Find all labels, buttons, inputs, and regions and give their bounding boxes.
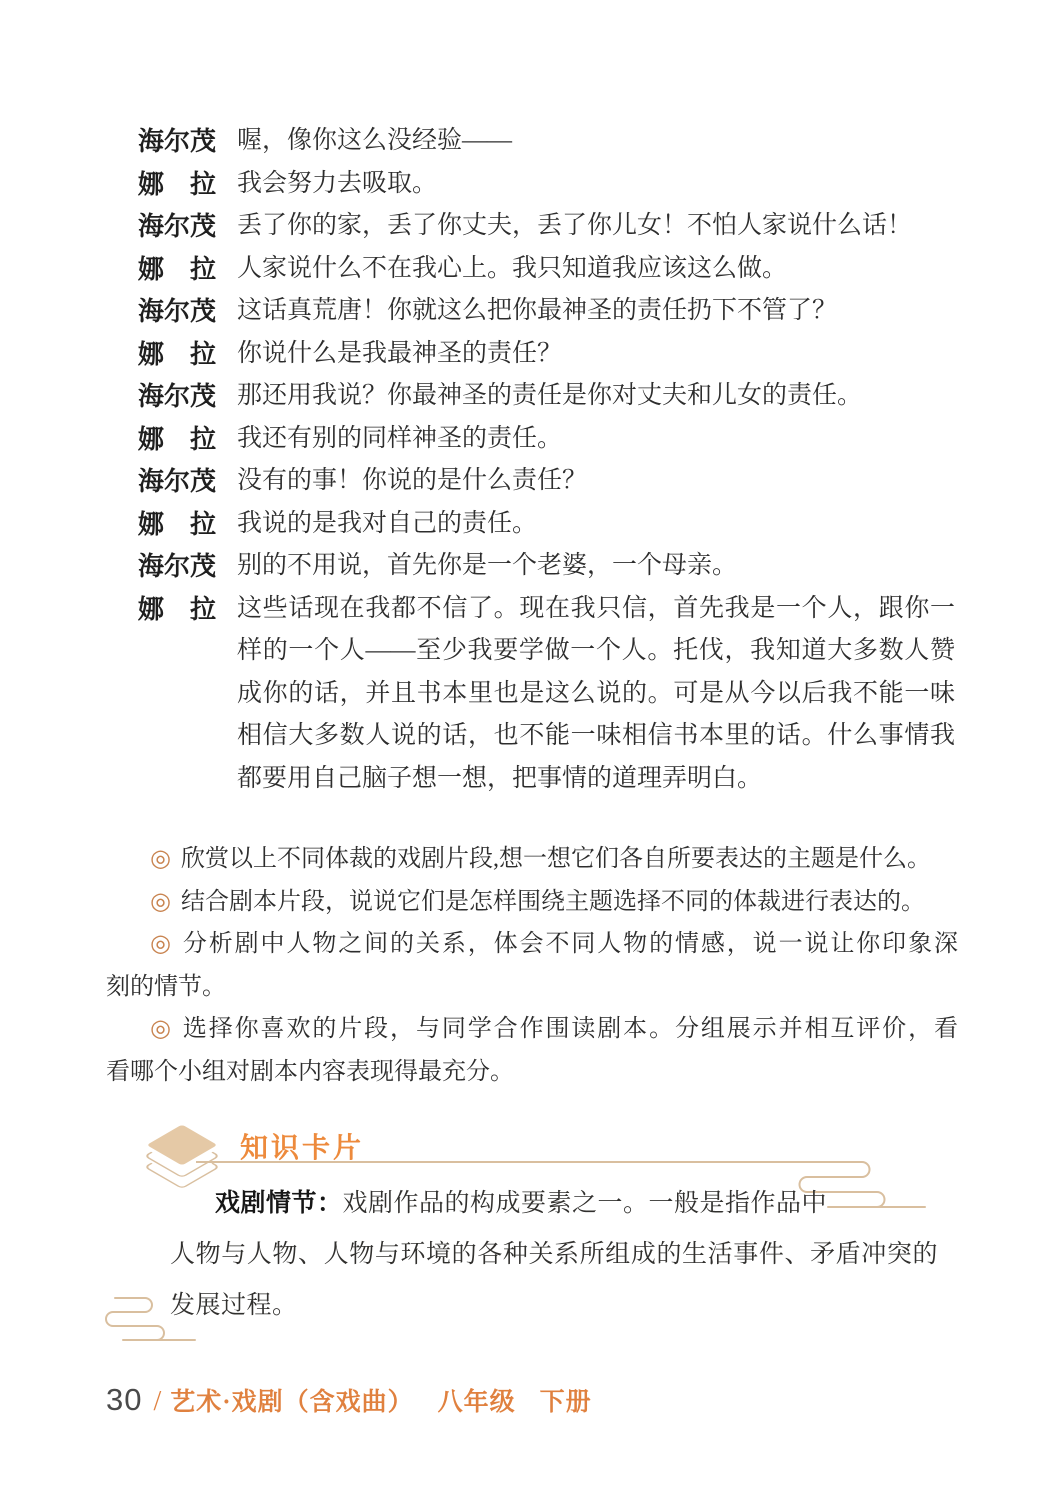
- dialogue-row: [138, 460, 958, 503]
- dialogue-row: [138, 503, 958, 546]
- speaker-name: 海尔茂: [138, 126, 217, 156]
- dialogue-row: [138, 588, 958, 801]
- speech-line: 那还用我说？你最神圣的责任是你对丈夫和儿女的责任。: [237, 382, 863, 409]
- speech-line: 这话真荒唐！你就这么把你最神圣的责任扔下不管了？: [237, 297, 838, 324]
- dialogue-row: [138, 290, 958, 333]
- speech-line: 没有的事！你说的是什么责任？: [237, 467, 588, 494]
- speech-lines: [237, 545, 955, 588]
- speech-line: 我说的是我对自己的责任。: [237, 509, 538, 537]
- speaker-name: 娜 拉: [138, 168, 217, 199]
- speech-line: 相信大多数人说的话，也不能一味相信书本里的话。什么事情我: [237, 722, 955, 749]
- speech-line: 这些话现在我都不信了。现在我只信，首先我是一个人，跟你一: [237, 594, 955, 622]
- dialogue-row: [138, 163, 958, 206]
- speaker-name: 娜 拉: [138, 593, 217, 624]
- cloud-motif-left-icon: [95, 1290, 265, 1352]
- speaker-name: 海尔茂: [138, 296, 217, 326]
- speech-lines: [237, 375, 955, 418]
- dialogue-section: [138, 120, 958, 800]
- question-line: 看哪个小组对剧本内容表现得最充分。: [106, 1058, 514, 1085]
- speech-line: 样的一个人——至少我要学做一个人。托伐，我知道大多数人赞: [237, 637, 955, 664]
- footer-volume: 下册: [539, 1389, 592, 1416]
- speaker-name: 海尔茂: [138, 381, 217, 411]
- speech-line: 你说什么是我最神圣的责任？: [237, 339, 563, 367]
- speech-lines: [237, 290, 955, 333]
- dialogue-row: [138, 418, 958, 461]
- bullet-icon: ◎: [150, 1016, 173, 1042]
- question-line: [106, 1008, 958, 1051]
- speech-line: 别的不用说，首先你是一个老婆，一个母亲。: [237, 552, 738, 579]
- dialogue-row: [138, 248, 958, 291]
- question-line: 刻的情节。: [106, 973, 226, 1000]
- speech-line: 丢了你的家，丢了你丈夫，丢了你儿女！不怕人家说什么话！: [237, 212, 913, 239]
- knowledge-card-line: 人物与人物、人物与环境的各种关系所组成的生活事件、矛盾冲突的: [170, 1241, 938, 1268]
- speaker-name: 娜 拉: [138, 508, 217, 539]
- question-text: 选择你喜欢的片段，与同学合作围读剧本。分组展示并相互评价，看: [182, 1016, 958, 1042]
- knowledge-card-line: 发展过程。: [170, 1292, 298, 1319]
- question-line: [106, 881, 958, 924]
- speech-lines: [237, 248, 955, 291]
- footer-book-title: 艺术·戏剧（含戏曲）: [170, 1389, 414, 1416]
- speaker-name: 娜 拉: [138, 423, 217, 454]
- knowledge-card-term: 戏剧情节：: [215, 1189, 343, 1217]
- dialogue-row: [138, 375, 958, 418]
- question-line: [106, 923, 958, 966]
- speech-line: 成你的话，并且书本里也是这么说的。可是从今以后我不能一味: [237, 679, 955, 707]
- page-footer: [106, 1382, 592, 1418]
- speech-lines: [237, 503, 955, 546]
- speaker-name: 海尔茂: [138, 211, 217, 241]
- speech-lines: [237, 163, 955, 206]
- bullet-icon: ◎: [150, 931, 173, 957]
- question-text: 分析剧中人物之间的关系，体会不同人物的情感，说一说让你印象深: [182, 931, 958, 957]
- footer-separator: /: [153, 1386, 162, 1417]
- knowledge-card-title: 知识卡片: [240, 1132, 365, 1163]
- speech-line: 都要用自己脑子想一想，把事情的道理弄明白。: [237, 764, 763, 792]
- question-text: 结合剧本片段，说说它们是怎样围绕主题选择不同的体裁进行表达的。: [180, 888, 925, 915]
- knowledge-card-line: [170, 1178, 938, 1229]
- questions-section: [106, 838, 958, 1093]
- speech-lines: [237, 205, 955, 248]
- dialogue-row: [138, 333, 958, 376]
- speech-lines: [237, 120, 955, 163]
- speech-lines: [237, 460, 955, 503]
- knowledge-card-definition: 戏剧作品的构成要素之一。一般是指作品中: [342, 1190, 828, 1217]
- knowledge-card-body: [170, 1178, 938, 1331]
- speaker-name: 娜 拉: [138, 338, 217, 369]
- speaker-name: 海尔茂: [138, 551, 217, 581]
- speech-lines: [237, 588, 955, 801]
- bullet-icon: ◎: [150, 846, 171, 872]
- question-line: [106, 838, 958, 881]
- speaker-name: 海尔茂: [138, 466, 217, 496]
- footer-grade: 八年级: [437, 1389, 516, 1416]
- dialogue-row: [138, 545, 958, 588]
- dialogue-row: [138, 205, 958, 248]
- speech-line: 我会努力去吸取。: [237, 169, 438, 197]
- speech-line: 喔，像你这么没经验——: [237, 127, 513, 154]
- dialogue-row: [138, 120, 958, 163]
- speech-lines: [237, 333, 955, 376]
- bullet-icon: ◎: [150, 888, 171, 915]
- speaker-name: 娜 拉: [138, 253, 217, 284]
- page-number: 30: [106, 1382, 143, 1417]
- question-text: 欣赏以上不同体裁的戏剧片段,想一想它们各自所要表达的主题是什么。: [180, 846, 931, 872]
- speech-line: 人家说什么不在我心上。我只知道我应该这么做。: [237, 254, 788, 282]
- speech-line: 我还有别的同样神圣的责任。: [237, 424, 563, 452]
- speech-lines: [237, 418, 955, 461]
